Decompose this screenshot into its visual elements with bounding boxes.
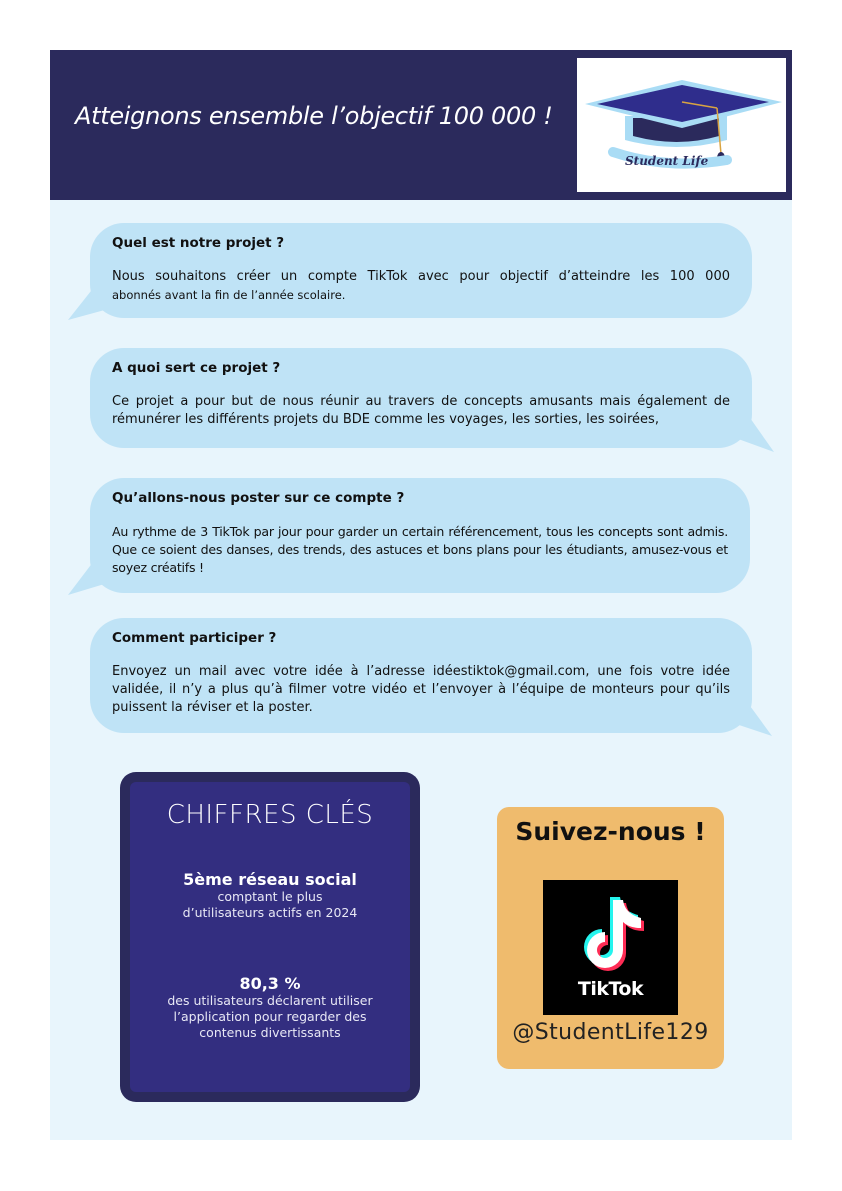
key-figures-inner <box>130 782 410 1092</box>
question-title: A quoi sert ce projet ? <box>112 360 281 376</box>
key-figures-panel <box>120 772 420 1102</box>
question-bubble-3 <box>90 478 750 593</box>
logo-text: Student Life <box>625 154 709 168</box>
graduation-cap-icon <box>577 58 786 192</box>
answer-text: Au rythme de 3 TikTok par jour pour garder un certain référencement, tous les concepts sont admis. Que ce soient des danses, des trends, des astuces et bons plans pour les étudiants, amusez-vous et soyez créatifs ! <box>112 524 728 575</box>
tiktok-handle[interactable]: @StudentLife129 <box>512 1020 709 1045</box>
key-figures-title: CHIFFRES CLÉS <box>166 800 374 830</box>
question-title: Comment participer ? <box>112 630 277 646</box>
answer-line: abonnés avant la fin de l’année scolaire. <box>112 288 346 302</box>
stat-social-rank <box>130 870 410 921</box>
stat-entertainment-usage <box>130 974 410 1041</box>
student-life-logo <box>577 58 786 192</box>
question-title: Qu’allons-nous poster sur ce compte ? <box>112 490 405 506</box>
follow-us-panel <box>497 807 724 1069</box>
stat-value: 80,3 % <box>239 974 301 993</box>
stat-description: comptant le plus d’utilisateurs actifs en 2024 <box>182 889 358 920</box>
stat-value: 5ème réseau social <box>183 870 357 889</box>
tiktok-wordmark: TikTok <box>577 978 644 1000</box>
tiktok-note-icon <box>543 880 678 980</box>
header-banner <box>50 50 792 200</box>
answer-text <box>112 268 730 304</box>
tiktok-logo[interactable] <box>543 880 678 1015</box>
stat-description: des utilisateurs déclarent utiliser l’application pour regarder des contenus divertissants <box>167 993 373 1040</box>
question-bubble-1 <box>90 223 752 318</box>
question-title: Quel est notre projet ? <box>112 235 285 251</box>
answer-text: Ce projet a pour but de nous réunir au travers de concepts amusants mais également de rémunérer les différents projets du BDE comme les voyages, les sorties, les soirées, <box>112 394 730 427</box>
answer-text: Envoyez un mail avec votre idée à l’adresse idéestiktok@gmail.com, une fois votre idée validée, il n’y a plus qu’à filmer votre vidéo et l’envoyer à l’équipe de monteurs pour qu’ils puissent la réviser et la poster. <box>112 664 730 715</box>
answer-line: Nous souhaitons créer un compte TikTok avec pour objectif d’atteindre les 100 000 <box>112 269 730 284</box>
question-bubble-4 <box>90 618 752 733</box>
follow-title: Suivez-nous ! <box>515 817 706 846</box>
page-title: Atteignons ensemble l’objectif 100 000 ! <box>75 102 553 130</box>
question-bubble-2 <box>90 348 752 448</box>
